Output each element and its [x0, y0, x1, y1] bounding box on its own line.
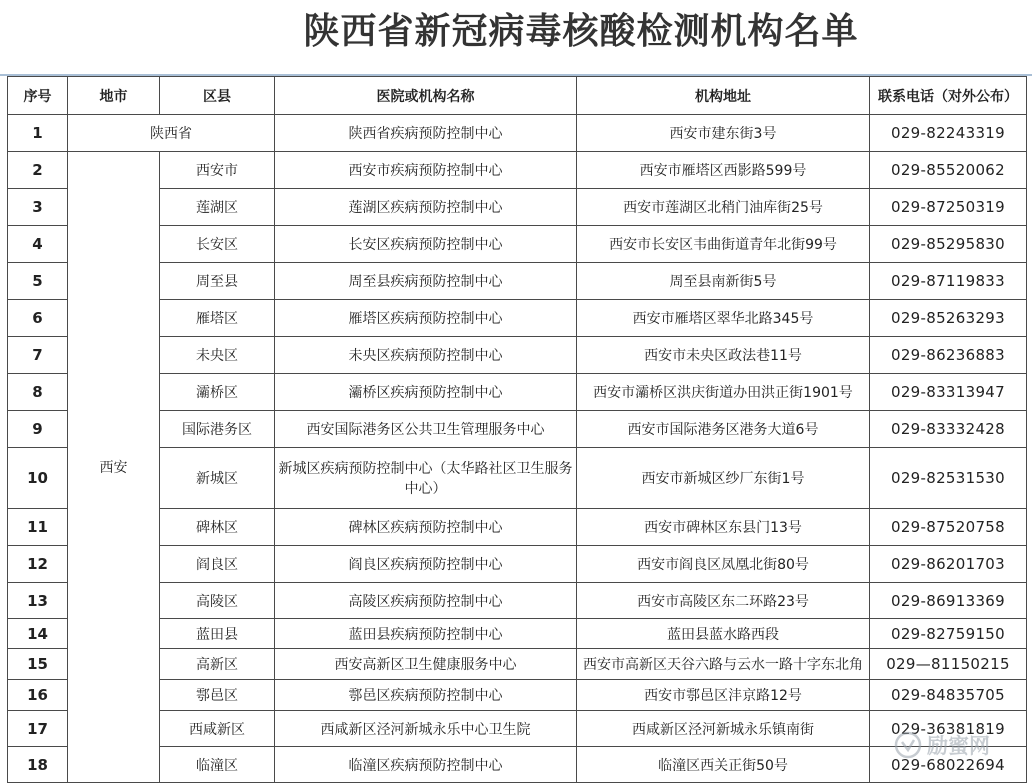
row-number: 8 [8, 374, 68, 411]
page-title: 陕西省新冠病毒核酸检测机构名单 [303, 11, 859, 52]
col-header-no: 序号 [8, 77, 68, 115]
row-institution: 周至县疾病预防控制中心 [275, 263, 577, 300]
row-institution: 雁塔区疾病预防控制中心 [275, 300, 577, 337]
row-institution: 莲湖区疾病预防控制中心 [275, 189, 577, 226]
row-county: 鄠邑区 [160, 680, 275, 711]
institution-table [7, 76, 1027, 783]
row-address: 西安市莲湖区北稍门油库街25号 [577, 189, 870, 226]
row-institution: 鄠邑区疾病预防控制中心 [275, 680, 577, 711]
row-institution: 蓝田县疾病预防控制中心 [275, 619, 577, 649]
row-county: 蓝田县 [160, 619, 275, 649]
row-county: 新城区 [160, 448, 275, 509]
row-county: 临潼区 [160, 747, 275, 783]
col-header-institution: 医院或机构名称 [275, 77, 577, 115]
row-address: 西安市雁塔区西影路599号 [577, 152, 870, 189]
watermark-logo-icon [893, 730, 923, 760]
row-phone: 029-87250319 [870, 189, 1027, 226]
row-number: 11 [8, 509, 68, 546]
row-county: 国际港务区 [160, 411, 275, 448]
row-county: 西安市 [160, 152, 275, 189]
row-phone: 029-83313947 [870, 374, 1027, 411]
table-row [8, 374, 1027, 411]
table-row [8, 509, 1027, 546]
row-phone: 029-86236883 [870, 337, 1027, 374]
row-region: 陕西省 [68, 115, 275, 152]
row-institution: 长安区疾病预防控制中心 [275, 226, 577, 263]
row-address: 周至县南新街5号 [577, 263, 870, 300]
row-institution: 未央区疾病预防控制中心 [275, 337, 577, 374]
row-phone: 029-86913369 [870, 583, 1027, 619]
row-institution: 西安国际港务区公共卫生管理服务中心 [275, 411, 577, 448]
row-number: 18 [8, 747, 68, 783]
row-address: 临潼区西关正街50号 [577, 747, 870, 783]
table-row [8, 448, 1027, 509]
table-row [8, 263, 1027, 300]
table-row [8, 115, 1027, 152]
table-row [8, 649, 1027, 680]
row-institution: 陕西省疾病预防控制中心 [275, 115, 577, 152]
row-number: 5 [8, 263, 68, 300]
col-header-county: 区县 [160, 77, 275, 115]
table-row [8, 747, 1027, 783]
row-number: 10 [8, 448, 68, 509]
row-phone: 029-85295830 [870, 226, 1027, 263]
row-institution: 临潼区疾病预防控制中心 [275, 747, 577, 783]
table-row [8, 619, 1027, 649]
table-row [8, 680, 1027, 711]
row-phone: 029-85263293 [870, 300, 1027, 337]
watermark-text: 励蜜网 [927, 734, 990, 758]
row-address: 西安市长安区韦曲街道青年北街99号 [577, 226, 870, 263]
row-number: 13 [8, 583, 68, 619]
row-phone: 029-86201703 [870, 546, 1027, 583]
row-county: 周至县 [160, 263, 275, 300]
row-institution: 高陵区疾病预防控制中心 [275, 583, 577, 619]
row-number: 15 [8, 649, 68, 680]
row-address: 西咸新区泾河新城永乐镇南街 [577, 711, 870, 747]
row-institution: 阎良区疾病预防控制中心 [275, 546, 577, 583]
row-number: 1 [8, 115, 68, 152]
row-phone: 029-84835705 [870, 680, 1027, 711]
row-phone: 029-87520758 [870, 509, 1027, 546]
row-phone: 029-82759150 [870, 619, 1027, 649]
row-address: 西安市高新区天谷六路与云水一路十字东北角 [577, 649, 870, 680]
row-county: 碑林区 [160, 509, 275, 546]
row-county: 高陵区 [160, 583, 275, 619]
table-row [8, 189, 1027, 226]
table-row [8, 337, 1027, 374]
row-phone: 029-83332428 [870, 411, 1027, 448]
row-number: 9 [8, 411, 68, 448]
row-county: 未央区 [160, 337, 275, 374]
row-phone: 029-36381819 [870, 711, 1027, 747]
table-row [8, 546, 1027, 583]
row-number: 2 [8, 152, 68, 189]
table-row [8, 583, 1027, 619]
table-row [8, 300, 1027, 337]
row-address: 西安市碑林区东县门13号 [577, 509, 870, 546]
row-phone: 029—81150215 [870, 649, 1027, 680]
row-county: 西咸新区 [160, 711, 275, 747]
row-phone: 029-68022694 [870, 747, 1027, 783]
table-row [8, 411, 1027, 448]
row-county: 灞桥区 [160, 374, 275, 411]
row-institution: 新城区疾病预防控制中心（太华路社区卫生服务中心） [275, 448, 577, 509]
row-institution: 西安高新区卫生健康服务中心 [275, 649, 577, 680]
header-row [8, 77, 1027, 115]
row-phone: 029-82243319 [870, 115, 1027, 152]
row-address: 西安市灞桥区洪庆街道办田洪正街1901号 [577, 374, 870, 411]
row-county: 高新区 [160, 649, 275, 680]
row-address: 西安市阎良区凤凰北街80号 [577, 546, 870, 583]
col-header-address: 机构地址 [577, 77, 870, 115]
row-address: 西安市高陵区东二环路23号 [577, 583, 870, 619]
watermark [893, 727, 1023, 763]
row-address: 蓝田县蓝水路西段 [577, 619, 870, 649]
row-county: 莲湖区 [160, 189, 275, 226]
row-address: 西安市新城区纱厂东街1号 [577, 448, 870, 509]
table-row [8, 711, 1027, 747]
row-institution: 碑林区疾病预防控制中心 [275, 509, 577, 546]
row-address: 西安市国际港务区港务大道6号 [577, 411, 870, 448]
row-county: 阎良区 [160, 546, 275, 583]
row-address: 西安市建东街3号 [577, 115, 870, 152]
row-number: 16 [8, 680, 68, 711]
row-number: 12 [8, 546, 68, 583]
row-institution: 西咸新区泾河新城永乐中心卫生院 [275, 711, 577, 747]
row-address: 西安市未央区政法巷11号 [577, 337, 870, 374]
table-row [8, 226, 1027, 263]
row-address: 西安市鄠邑区沣京路12号 [577, 680, 870, 711]
row-institution: 西安市疾病预防控制中心 [275, 152, 577, 189]
row-number: 6 [8, 300, 68, 337]
row-number: 17 [8, 711, 68, 747]
row-number: 4 [8, 226, 68, 263]
row-phone: 029-85520062 [870, 152, 1027, 189]
col-header-phone: 联系电话（对外公布） [870, 77, 1027, 115]
col-header-city: 地市 [68, 77, 160, 115]
row-institution: 灞桥区疾病预防控制中心 [275, 374, 577, 411]
row-number: 14 [8, 619, 68, 649]
row-number: 3 [8, 189, 68, 226]
row-address: 西安市雁塔区翠华北路345号 [577, 300, 870, 337]
row-phone: 029-87119833 [870, 263, 1027, 300]
row-city: 西安 [68, 152, 160, 783]
table-row [8, 152, 1027, 189]
row-county: 雁塔区 [160, 300, 275, 337]
row-county: 长安区 [160, 226, 275, 263]
row-number: 7 [8, 337, 68, 374]
row-phone: 029-82531530 [870, 448, 1027, 509]
